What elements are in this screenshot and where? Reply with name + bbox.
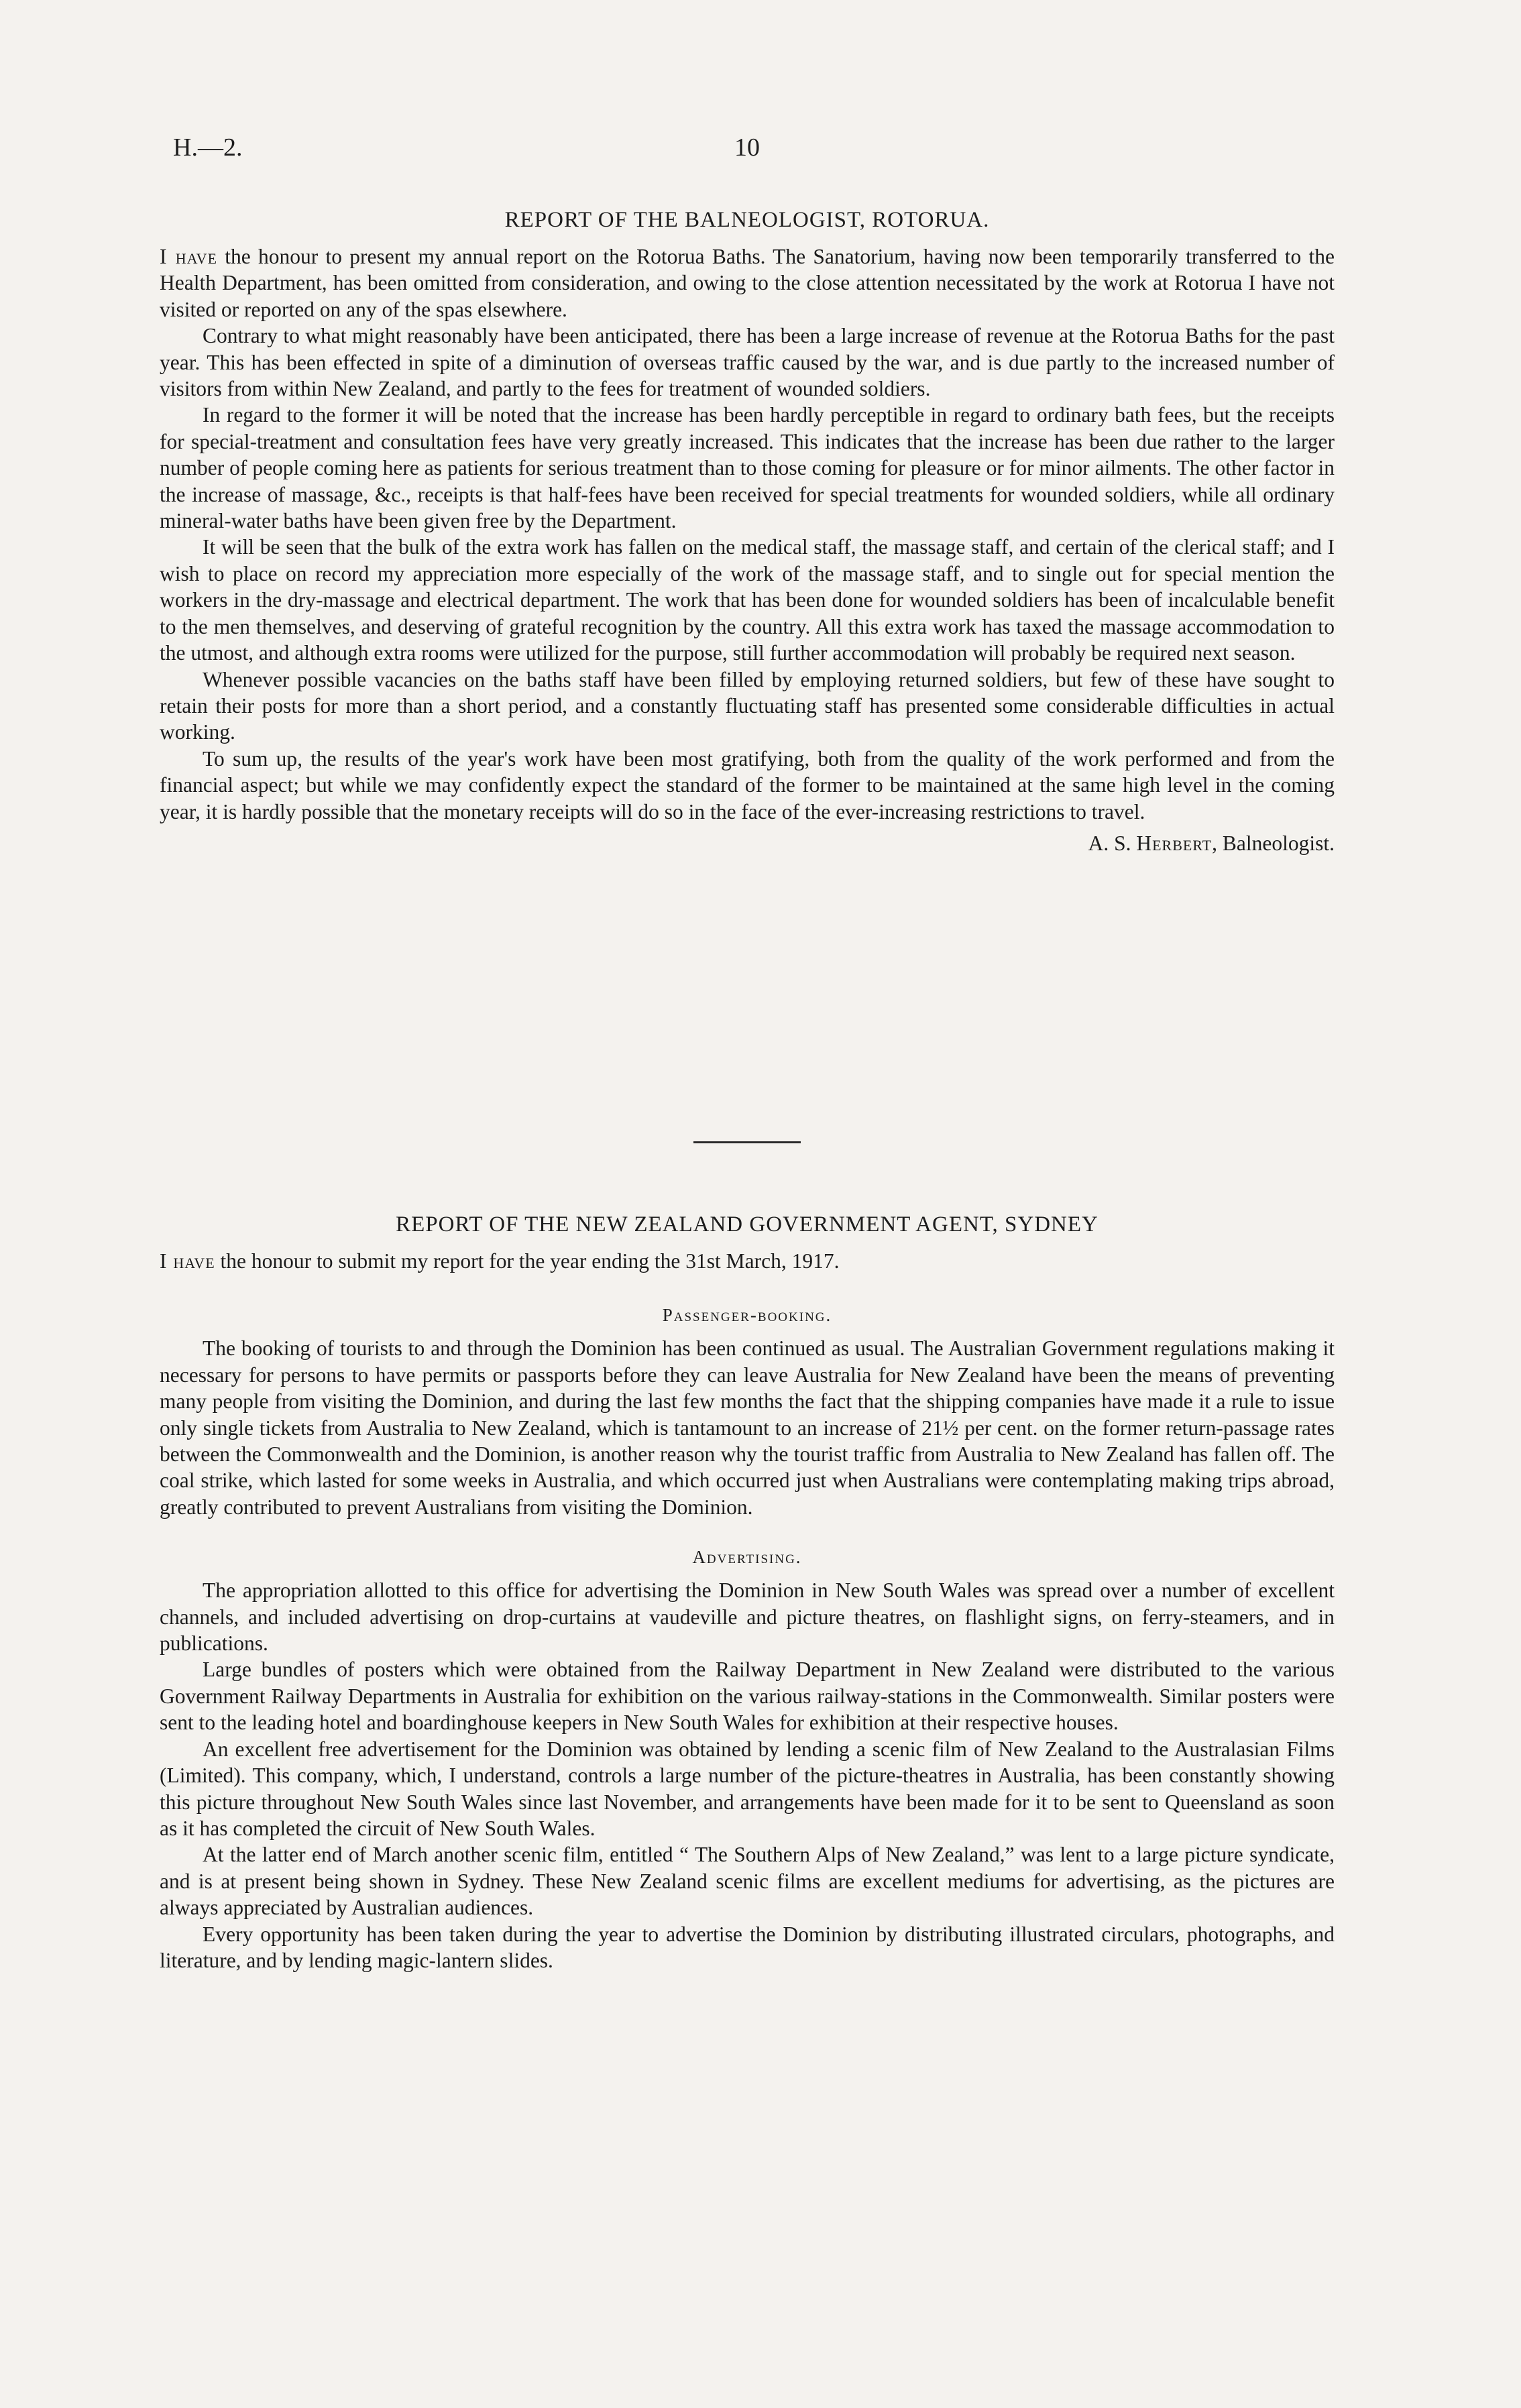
- paragraph-text: the honour to present my annual report on the Rotorua Baths. The Sanatorium, having now been temporarily transferred to the Health Department, has been omitted from consideration, and owing to the close attention necessitated by the work at Rotorua I have not visited or reported on any of the spas elsewhere.: [160, 245, 1335, 321]
- paragraph: The appropriation allotted to this office for advertising the Dominion in New South Wales was spread over a number of excellent channels, and included advertising on drop-curtains at vaudeville and picture theatres, on flashlight signs, on ferry-steamers, and in publications.: [160, 1579, 1335, 1656]
- signature-name: Herbert: [1136, 831, 1213, 855]
- page-number: 10: [734, 133, 760, 162]
- section-heading-passenger-booking: Passenger-booking.: [662, 1305, 832, 1326]
- signature: [160, 830, 1335, 857]
- paragraph: The booking of tourists to and through the Dominion has been continued as usual. The Australian Government regulations making it necessary for persons to have permits or passports before they can leave Australia for New Zealand have been the means of preventing many people from visiting the Dominion, and during the last few months the fact that the shipping companies have made it a rule to issue only single tickets from Australia to New Zealand, which is tantamount to an increase of 21½ per cent. on the former return-passage rates between the Commonwealth and the Dominion, is another reason why the tourist traffic from Australia to New Zealand has fallen off. The coal strike, which lasted for some weeks in Australia, and which occurred just when Australians were contemplating making trips abroad, greatly contributed to prevent Australians from visiting the Dominion.: [160, 1336, 1335, 1519]
- paragraph: An excellent free advertisement for the Dominion was obtained by lending a scenic film of New Zealand to the Australasian Films (Limited). This company, which, I understand, controls a large number of the picture-theatres in Australia, has been constantly showing this picture throughout New South Wales since last November, and arrangements have been made for it to be sent to Queensland as soon as it has completed the circuit of New South Wales.: [160, 1737, 1335, 1840]
- lead-in: I have: [160, 245, 218, 268]
- paragraph: [160, 243, 1335, 323]
- page-header: [160, 133, 1335, 173]
- paragraph: [160, 1248, 1335, 1274]
- paragraph-text: the honour to submit my report for the year ending the 31st March, 1917.: [215, 1249, 840, 1273]
- section-divider: [693, 1141, 801, 1143]
- report-title: REPORT OF THE BALNEOLOGIST, ROTORUA.: [504, 208, 990, 232]
- lead-in: I have: [160, 1249, 215, 1273]
- paragraph: Whenever possible vacancies on the baths staff have been filled by employing returned soldiers, but few of these have sought to retain their posts for more than a short period, and a constantly fluctuating staff has presented some considerable difficulties in actual working.: [160, 667, 1335, 744]
- balneologist-report: [160, 208, 1335, 857]
- section-heading-advertising: Advertising.: [692, 1547, 802, 1568]
- paragraph: Contrary to what might reasonably have been anticipated, there has been a large increase of revenue at the Rotorua Baths for the past year. This has been effected in spite of a diminution of overseas traffic caused by the war, and is due partly to the increased number of visitors from within New Zealand, and partly to the fees for treatment of wounded soldiers.: [160, 324, 1335, 401]
- paragraph: Every opportunity has been taken during the year to advertise the Dominion by distributing illustrated circulars, photographs, and literature, and by lending magic-lantern slides.: [160, 1922, 1335, 1972]
- signature-role: , Balneologist.: [1212, 831, 1335, 855]
- paragraph: In regard to the former it will be noted that the increase has been hardly perceptible in regard to ordinary bath fees, but the receipts for special-treatment and consultation fees have very greatly increased. This indicates that the increase has been due rather to the larger number of people coming here as patients for serious treatment than to those coming for pleasure or for minor ailments. The other factor in the increase of massage, &c., receipts is that half-fees have been received for special treatments for wounded soldiers, while all ordinary mineral-water baths have been given free by the Department.: [160, 403, 1335, 533]
- paragraph: At the latter end of March another scenic film, entitled “ The Southern Alps of New Zealand,” was lent to a large picture syndicate, and is at present being shown in Sydney. These New Zealand scenic films are excellent mediums for advertising, as the pictures are always appreciated by Australian audiences.: [160, 1843, 1335, 1920]
- signature-initials: A. S.: [1088, 831, 1137, 855]
- document-reference: H.—2.: [173, 133, 243, 162]
- paragraph: To sum up, the results of the year's work have been most gratifying, both from the quality of the work performed and from the financial aspect; but while we may confidently expect the standard of the former to be maintained at the same high level in the coming year, it is hardly possible that the monetary receipts will do so in the face of the ever-increasing restrictions to travel.: [160, 746, 1335, 823]
- paragraph: Large bundles of posters which were obtained from the Railway Department in New Zealand were distributed to the various Government Railway Departments in Australia for exhibition on the various railway-stations in the Commonwealth. Similar posters were sent to the leading hotel and boardinghouse keepers in New South Wales for exhibition at their respective houses.: [160, 1658, 1335, 1735]
- paragraph: It will be seen that the bulk of the extra work has fallen on the medical staff, the massage staff, and certain of the clerical staff; and I wish to place on record my appreciation more especially of the work of the massage staff, and to single out for special mention the workers in the dry-massage and electrical department. The work that has been done for wounded soldiers has been of incalculable benefit to the men themselves, and deserving of grateful recognition by the country. All this extra work has taxed the massage accommodation to the utmost, and although extra rooms were utilized for the purpose, still further accommodation will probably be required next season.: [160, 535, 1335, 665]
- report-title: REPORT OF THE NEW ZEALAND GOVERNMENT AGENT, SYDNEY: [396, 1212, 1098, 1237]
- government-agent-report: [160, 1212, 1335, 1973]
